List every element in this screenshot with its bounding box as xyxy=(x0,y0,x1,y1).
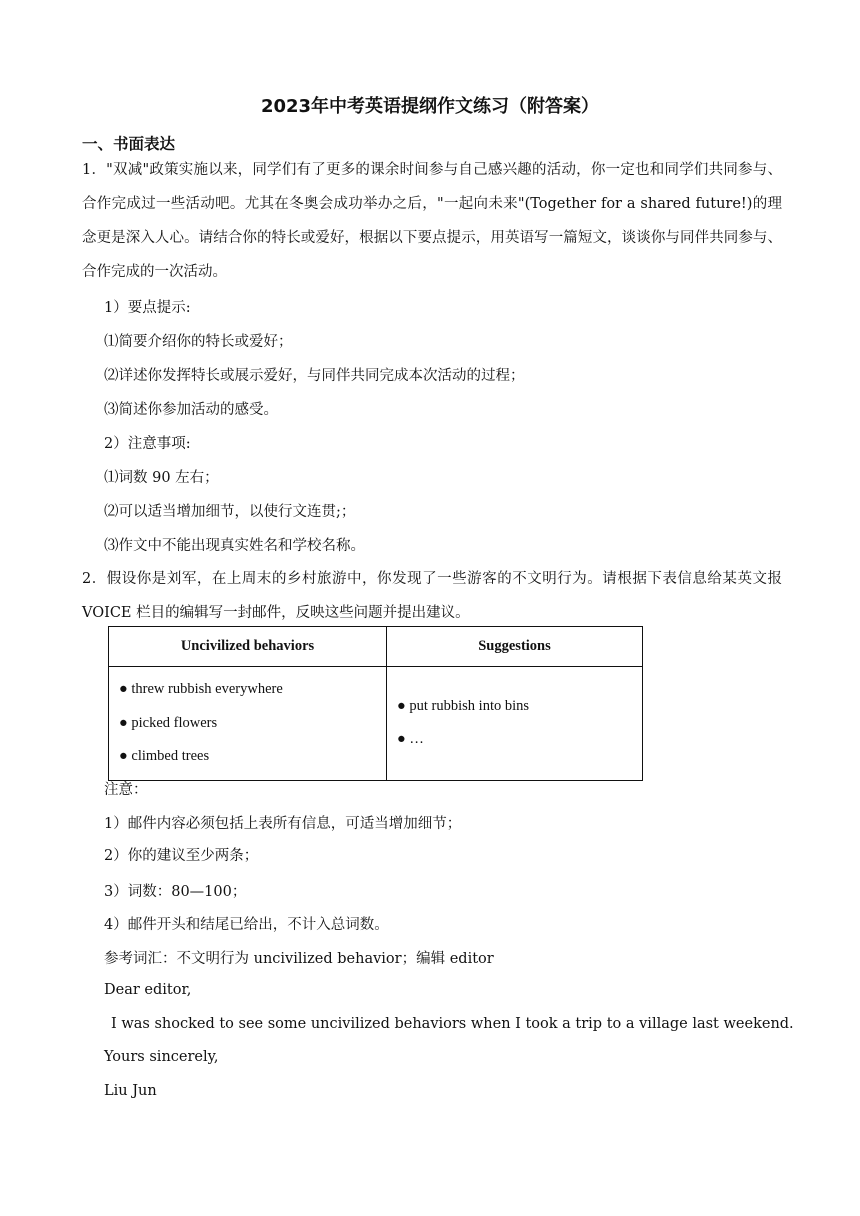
q2-note-2: 2）你的建议至少两条； xyxy=(104,848,259,864)
behavior-suggestion-table xyxy=(108,626,643,781)
q1-point-3: ⑶简述你参加活动的感受。 xyxy=(104,402,278,418)
table-header-behaviors: Uncivilized behaviors xyxy=(109,627,387,667)
behaviors-cell xyxy=(109,667,387,781)
table-header-suggestions: Suggestions xyxy=(387,627,643,667)
letter-closing: Yours sincerely, xyxy=(104,1049,219,1065)
q2-intro: 2．假设你是刘军，在上周末的乡村旅游中，你发现了一些游客的不文明行为。请根据下表信息给某英文报 VOICE 栏目的编辑写一封邮件，反映这些问题并提出建议。 xyxy=(82,571,782,621)
q1-note-3: ⑶作文中不能出现真实姓名和学校名称。 xyxy=(104,538,365,554)
q2-vocab: 参考词汇：不文明行为 uncivilized behavior；编辑 editor xyxy=(104,951,494,967)
q1-note-1: ⑴词数 90 左右； xyxy=(104,470,219,486)
q1-intro: 1．"双减"政策实施以来，同学们有了更多的课余时间参与自己感兴趣的活动，你一定也和同学们共同参与、合作完成过一些活动吧。尤其在冬奥会成功举办之后，"一起向未来"(Together for a shared future!)的理念更是深入人心。请结合你的特长或爱好，根据以下要点提示，用英语写一篇短文，谈谈你与同伴共同参与、合作完成的一次活动。 xyxy=(82,162,782,280)
behavior-item: ● threw rubbish everywhere xyxy=(119,681,283,697)
q1-notes-heading: 2）注意事项: xyxy=(104,436,191,452)
q2-note-4: 4）邮件开头和结尾已给出，不计入总词数。 xyxy=(104,917,389,933)
letter-signature: Liu Jun xyxy=(104,1083,157,1099)
section-heading: 一、书面表达 xyxy=(82,135,176,153)
suggestion-item: ● put rubbish into bins xyxy=(397,697,530,714)
page-title: 2023年中考英语提纲作文练习（附答案） xyxy=(260,96,600,117)
letter-opening: I was shocked to see some uncivilized behaviors when I took a trip to a village last weekend. xyxy=(111,1016,794,1032)
q1-note-2: ⑵可以适当增加细节，以使行文连贯;； xyxy=(104,504,356,520)
q2-note-1: 1）邮件内容必须包括上表所有信息，可适当增加细节； xyxy=(104,816,462,832)
letter-greeting: Dear editor, xyxy=(104,982,192,998)
table-row xyxy=(109,667,643,781)
q1-point-2: ⑵详述你发挥特长或展示爱好，与同伴共同完成本次活动的过程； xyxy=(104,368,525,384)
q1-points-heading: 1）要点提示: xyxy=(104,300,191,316)
suggestions-cell xyxy=(387,667,643,781)
suggestion-item: ● … xyxy=(397,731,424,748)
table-header-row xyxy=(109,627,643,667)
q2-notes-heading: 注意： xyxy=(104,782,148,798)
behavior-item: ● climbed trees xyxy=(119,748,210,764)
q1-point-1: ⑴简要介绍你的特长或爱好； xyxy=(104,334,293,350)
q2-note-3: 3）词数：80—100； xyxy=(104,884,247,900)
behavior-item: ● picked flowers xyxy=(119,714,218,731)
